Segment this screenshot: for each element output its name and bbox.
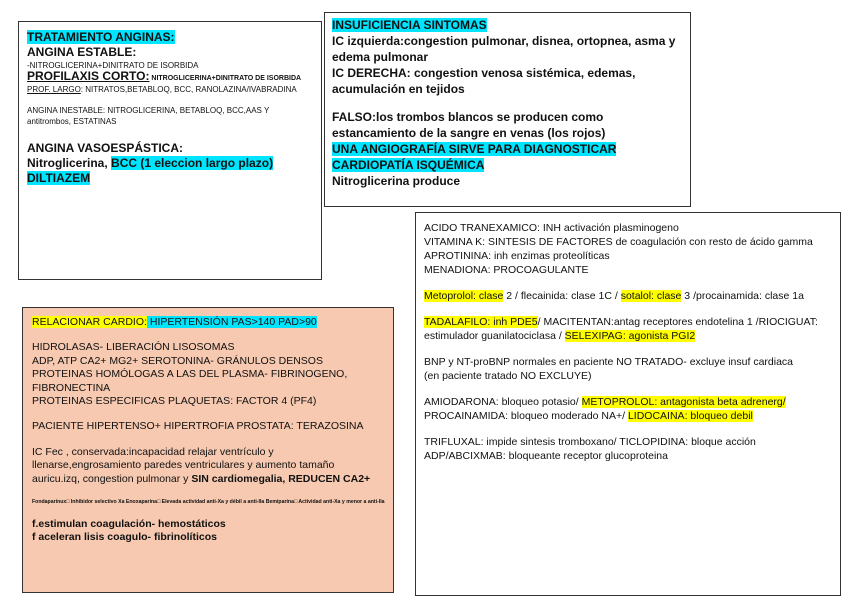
sotalol-clase: sotalol: clase <box>620 290 682 302</box>
proteinas-homologas-text: PROTEINAS HOMÓLOGAS A LAS DEL PLASMA- FIBRINOGENO, FIBRONECTINA <box>32 368 348 394</box>
corto-label: PROFILAXIS CORTO: <box>27 69 150 83</box>
ic-derecha: IC DERECHA: congestion venosa sistémica, edemas, acumulación en tejidos <box>332 66 636 96</box>
inestable-text: ANGINA INESTABLE: NITROGLICERINA, BETABLOQ, BCC,AAS Y antitrombos, ESTATINAS <box>27 106 270 126</box>
vaso-text: Nitroglicerina, <box>27 156 112 170</box>
largo-text: : NITRATOS,BETABLOQ, BCC, RANOLAZINA/IVABRADINA <box>80 85 297 94</box>
relacionar-title: RELACIONAR CARDIO: <box>32 316 147 328</box>
ic-fec-bold: SIN cardiomegalia, REDUCEN CA2+ <box>191 472 371 485</box>
nitroglicerina-text: Nitroglicerina produce <box>332 174 461 188</box>
fibrinoliticos-text: f aceleran lisis coagulo- fibrinolíticos <box>32 531 217 544</box>
ic-izquierda: IC izquierda:congestion pulmonar, disnea, ortopnea, asma y edema pulmonar <box>332 34 676 64</box>
lidocaina-text: LIDOCAINA: bloqueo debil <box>627 410 753 422</box>
largo-label: PROF. LARGO <box>27 85 81 94</box>
hidrolasas-text: HIDROLASAS- LIBERACIÓN LISOSOMAS <box>32 341 235 354</box>
hemostaticos-text: f.estimulan coagulación- hemostáticos <box>32 518 226 531</box>
farmacos-box <box>415 212 841 596</box>
tadalafilo-text: TADALAFILO: inh PDE5 <box>424 316 538 328</box>
trifluxal-text: TRIFLUXAL: impide sintesis tromboxano/ TICLOPIDINA: bloque acción ADP/ABCIXMAB: bloqueante receptor glucoproteina <box>424 436 756 462</box>
heparinas-text: Fondaparinux□ Inhibidor selectivo Xa Enoxaparina□ Elevada actividad anti-Xa y débil a anti-IIa Bemiparina□ Actividad anti-Xa y menor a anti-IIa <box>32 499 385 506</box>
terazosina-text: PACIENTE HIPERTENSO+ HIPERTROFIA PROSTATA: TERAZOSINA <box>32 420 364 433</box>
vaso-bcc: BCC (1 eleccion largo plazo) <box>111 156 274 170</box>
procainamida-clase: 3 /procainamida: clase 1a <box>681 290 804 302</box>
selexipag-text: SELEXIPAG: agonista PGI2 <box>564 330 696 342</box>
metoprolol-beta-text: METOPROLOL: antagonista beta adrenerg/ <box>581 396 786 408</box>
aprotinina-text: APROTININA: inh enzimas proteolíticas <box>424 250 610 262</box>
relacionar-cardio-box <box>22 307 394 593</box>
macitentan-text: / MACITENTAN:antag receptores endotelina 1 /RIOCIGUAT: estimulador guanilatociclasa / <box>424 316 818 342</box>
bnp-tratado-text: (en paciente tratado NO EXCLUYE) <box>424 370 592 382</box>
vaso-diltiazem: DILTIAZEM <box>27 171 91 185</box>
vitamina-k-text: VITAMINA K: SINTESIS DE FACTORES de coagulación con resto de ácido gamma <box>424 236 813 248</box>
estable-heading: ANGINA ESTABLE: <box>27 45 137 59</box>
flecainida-text: 2 / flecainida: clase 1C / <box>503 290 621 302</box>
insuficiencia-title: INSUFICIENCIA SINTOMAS <box>332 18 487 32</box>
bnp-text: BNP y NT-proBNP normales en paciente NO TRATADO- excluye insuf cardiaca <box>424 356 794 368</box>
procainamida-text: PROCAINAMIDA: bloqueo moderado NA+/ <box>424 410 628 422</box>
menadiona-text: MENADIONA: PROCOAGULANTE <box>424 264 589 276</box>
falso-text: FALSO:los trombos blancos se producen como estancamiento de la sangre en venas (los rojos) <box>332 110 606 140</box>
hipertension-title: HIPERTENSIÓN PAS>140 PAD>90 <box>146 316 317 328</box>
insuficiencia-box <box>324 12 691 207</box>
angiografia-text: UNA ANGIOGRAFÍA SIRVE PARA DIAGNOSTICAR CARDIOPATÍA ISQUÉMICA <box>332 142 617 172</box>
amiodarona-text: AMIODARONA: bloqueo potasio/ <box>424 396 582 408</box>
tranexamico-text: ACIDO TRANEXAMICO: INH activación plasminogeno <box>424 222 679 234</box>
angina-title: TRATAMIENTO ANGINAS: <box>27 30 175 44</box>
pf4-text: PROTEINAS ESPECIFICAS PLAQUETAS: FACTOR 4 (PF4) <box>32 395 317 408</box>
vaso-heading: ANGINA VASOESPÁSTICA: <box>27 141 184 155</box>
metoprolol-clase: Metoprolol: clase <box>424 290 504 302</box>
adp-text: ADP, ATP CA2+ MG2+ SEROTONINA- GRÁNULOS DENSOS <box>32 354 323 367</box>
ic-fec-text: IC Fec , conservada:incapacidad relajar ventrículo y llenarse,engrosamiento paredes ventriculares y aumento tamaño auricu.izq, congestion pulmonar y <box>32 445 335 485</box>
corto-text: NITROGLICERINA+DINITRATO DE ISORBIDA <box>149 75 302 82</box>
estable-text: -NITROGLICERINA+DINITRATO DE ISORBIDA <box>27 61 199 70</box>
angina-treatment-box <box>18 21 322 280</box>
